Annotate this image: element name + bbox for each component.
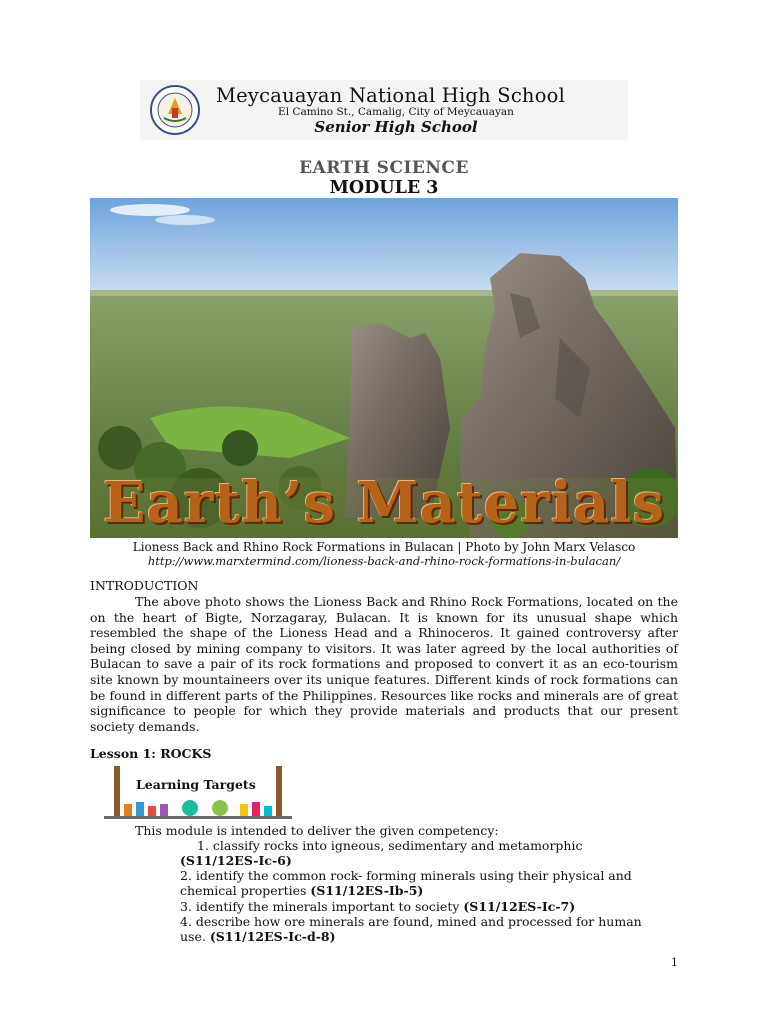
introduction-body: The above photo shows the Lioness Back and Rhino Rock Formations, located on the on the heart of Bigte, Norzagaray, Bulacan. It is known for its unusual shape which resembled the shape of the Lioness Head and a Rhinoceros. It gained controversy after being closed by mining company to visitors. It was later agreed by the local authorities of Bulacan to save a pair of its rock formations and proposed to convert it as an eco-tourism site known by mountaineers over its unique features. Different kinds of rock formations can be found in different parts of the Philippines. Resources like rocks and minerals are of great significance to people for which they provide materials and products that our present society demands. — [90, 594, 678, 734]
competency-1 — [197, 838, 582, 854]
page-number: 1 — [671, 956, 678, 969]
competency-4-line2 — [180, 929, 336, 945]
competency-4 — [180, 914, 642, 930]
competency-code: (S11/12ES-Ic-6) — [180, 853, 292, 868]
competency-intro: This module is intended to deliver the given competency: — [135, 823, 499, 838]
competency-text-cont: use. — [180, 929, 210, 944]
competency-code: (S11/12ES-Ib-5) — [310, 883, 424, 898]
competency-code: (S11/12ES-Ic-d-8) — [209, 929, 336, 944]
competency-text-cont: chemical properties — [180, 883, 311, 898]
module-title: MODULE 3 — [329, 178, 439, 198]
subject-title: EARTH SCIENCE — [299, 158, 469, 178]
introduction-heading: INTRODUCTION — [90, 578, 199, 593]
competency-text: 4. describe how ore minerals are found, mined and processed for human — [180, 914, 642, 929]
school-seal-icon — [146, 84, 204, 136]
competency-text: 1. classify rocks into igneous, sedimentary and metamorphic — [197, 838, 583, 853]
lesson-title: Lesson 1: ROCKS — [90, 746, 212, 761]
photo-overlay-title: Earth’s Materials — [102, 470, 666, 536]
competency-2 — [180, 868, 632, 884]
competency-text: 2. identify the common rock- forming minerals using their physical and — [180, 868, 632, 883]
learning-targets-label: Learning Targets — [136, 777, 256, 792]
photo-source-url: http://www.marxtermind.com/lioness-back-and-rhino-rock-formations-in-bulacan/ — [147, 554, 621, 568]
competency-1-code — [180, 853, 292, 869]
competency-2-line2 — [180, 883, 423, 899]
competency-3 — [180, 899, 575, 915]
competency-code: (S11/12ES-Ic-7) — [463, 899, 576, 914]
school-name: Meycauayan National High School — [216, 84, 566, 107]
school-division: Senior High School — [314, 118, 478, 136]
photo-caption: Lioness Back and Rhino Rock Formations in Bulacan | Photo by John Marx Velasco — [132, 540, 636, 554]
competency-text: 3. identify the minerals important to society — [180, 899, 464, 914]
learning-targets-icon — [100, 764, 296, 820]
school-address: El Camino St., Camalig, City of Meycauayan — [278, 106, 514, 118]
